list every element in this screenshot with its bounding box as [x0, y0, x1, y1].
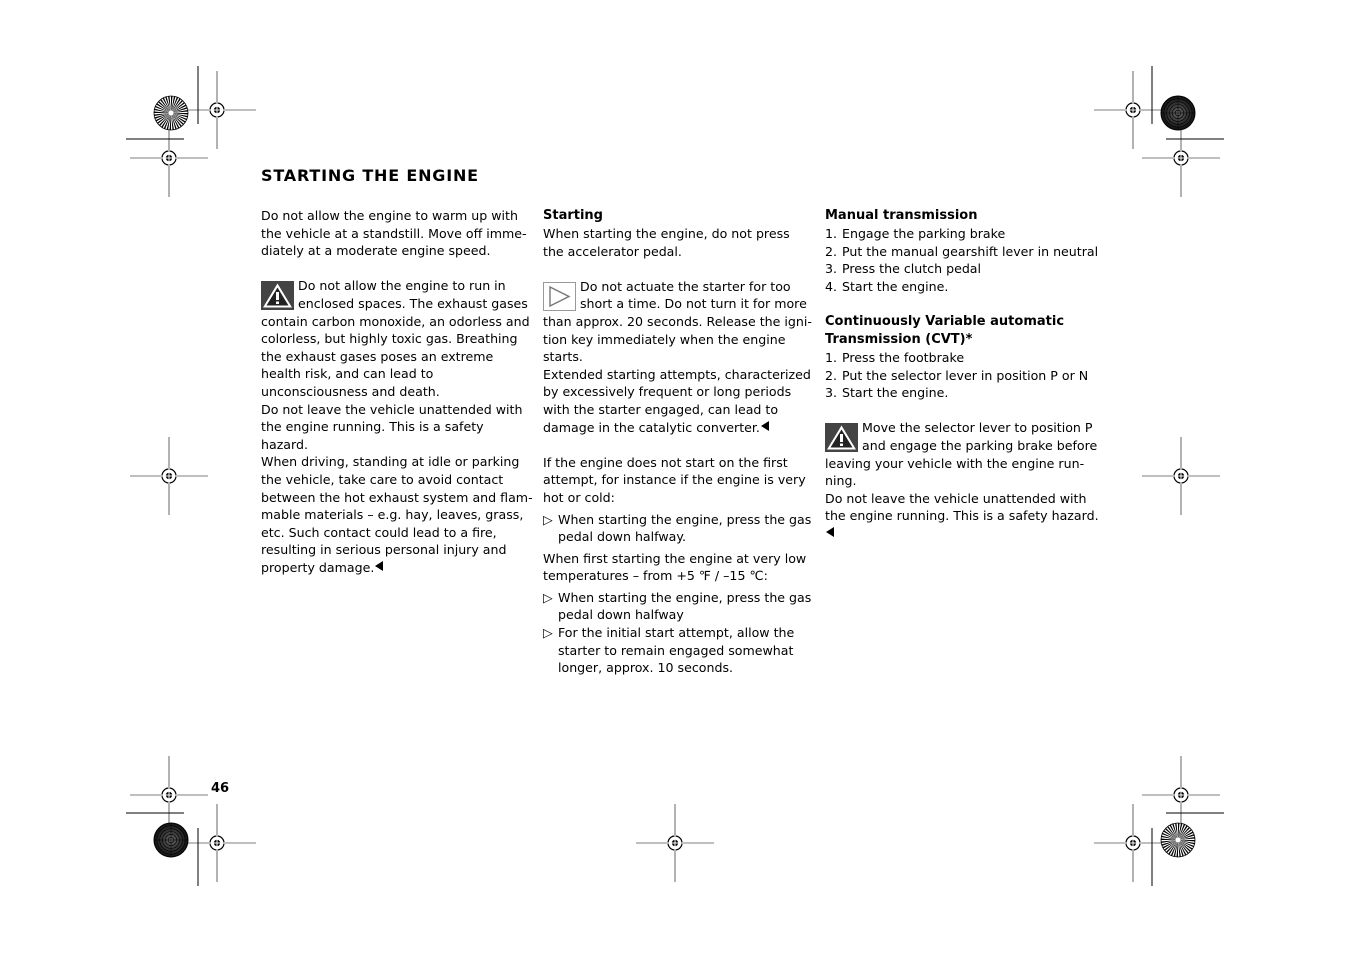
- section-heading: Continuously Variable automatic Transmission (CVT)*: [825, 313, 1065, 347]
- note-text: Extended starting attempts, characterized by excessively frequent or long periods with the starter engaged, can lead to damage in the catalytic converter.: [543, 366, 811, 435]
- bullet-arrow-icon: ▷: [543, 589, 553, 605]
- warning-text: When driving, standing at idle or parking the vehicle, take care to avoid contact between the hot exhaust system and flammable materials – e.g. hay, leaves, grass, etc. Such contact could lead to a fire, resulting in serious personal injury and property damage.: [261, 454, 533, 575]
- page-number: 46: [211, 781, 230, 796]
- note-triangle-icon: [543, 282, 576, 311]
- end-marker-icon: [826, 527, 834, 537]
- registration-dial-icon: [154, 96, 188, 130]
- registration-dial-icon: [1161, 96, 1195, 130]
- crosshair-icon: [130, 756, 208, 834]
- list-item: 3. Press the clutch pedal: [825, 261, 982, 277]
- list-item: 1. Press the footbrake: [825, 349, 965, 365]
- warning-text: Do not leave the vehicle unattended with the engine running. This is a safety hazard.: [825, 490, 1101, 543]
- bullet-arrow-icon: ▷: [543, 625, 553, 641]
- crosshair-icon: [636, 804, 714, 882]
- section-heading: Manual transmission: [825, 208, 978, 223]
- note-text: Do not actuate the starter for too short a time. Do not turn it for more than approx. 20 seconds. Release the ignition key immediately when the engine starts.: [543, 278, 812, 365]
- warning-text: Do not leave the vehicle unattended with the engine running. This is a safety hazard.: [261, 401, 523, 452]
- crosshair-icon: [178, 71, 256, 149]
- warning-block: [825, 419, 1101, 542]
- crosshair-icon: [1142, 437, 1220, 515]
- list-item: 2. Put the selector lever in position P or N: [825, 367, 1089, 383]
- bullet-arrow-icon: ▷: [543, 511, 553, 527]
- warning-triangle-icon: [261, 281, 294, 310]
- crosshair-icon: [130, 119, 208, 197]
- warning-triangle-icon: [825, 423, 858, 452]
- list-item: 2. Put the manual gearshift lever in neutral: [825, 243, 1099, 259]
- list-item: 3. Start the engine.: [825, 385, 949, 401]
- starting-intro: When starting the engine, do not press the accelerator pedal.: [543, 226, 790, 259]
- warning-text: Move the selector lever to position P and engage the parking brake before leaving your vehicle with the engine running.: [825, 420, 1098, 489]
- crosshair-icon: [130, 437, 208, 515]
- list-item: ▷ When starting the engine, press the gas pedal down halfway: [543, 589, 812, 623]
- note-block: [543, 278, 813, 436]
- numbered-list: [825, 225, 1101, 295]
- column-left: [261, 207, 533, 576]
- list-item: 1. Engage the parking brake: [825, 226, 1006, 241]
- fail-intro: If the engine does not start on the first attempt, for instance if the engine is very hot or cold:: [543, 454, 806, 505]
- cold-intro: When first starting the engine at very low temperatures – from +5 ℉ / –15 ℃:: [543, 550, 807, 584]
- list-item: ▷ When starting the engine, press the gas pedal down halfway.: [543, 511, 812, 545]
- page-title: STARTING THE ENGINE: [261, 166, 479, 185]
- numbered-list: [825, 349, 1101, 402]
- crosshair-icon: [1094, 804, 1172, 882]
- crosshair-icon: [1142, 756, 1220, 834]
- crosshair-icon: [1142, 119, 1220, 197]
- registration-dial-icon: [1161, 823, 1195, 857]
- column-right: [825, 207, 1101, 543]
- column-middle: [543, 207, 813, 677]
- warning-text: Do not allow the engine to run in enclosed spaces. The exhaust gases contain carbon monoxide, an odorless and colorless, but highly toxic gas. Breathing the exhaust gases poses an extreme health risk, and can lead to unconsciousness and death.: [261, 278, 530, 399]
- end-marker-icon: [375, 561, 383, 571]
- list-item: 4. Start the engine.: [825, 278, 949, 294]
- warning-block: [261, 277, 533, 576]
- crosshair-icon: [178, 804, 256, 882]
- registration-dial-icon: [154, 823, 188, 857]
- end-marker-icon: [761, 421, 769, 431]
- section-heading: Starting: [543, 208, 603, 223]
- crosshair-icon: [1094, 71, 1172, 149]
- list-item: ▷ For the initial start attempt, allow the starter to remain engaged somewhat longer, approx. 10 seconds.: [543, 625, 795, 676]
- intro-paragraph: Do not allow the engine to warm up with the vehicle at a standstill. Move off immediately at a moderate engine speed.: [261, 208, 527, 259]
- bullet-list: [543, 589, 813, 677]
- bullet-list: [543, 511, 813, 546]
